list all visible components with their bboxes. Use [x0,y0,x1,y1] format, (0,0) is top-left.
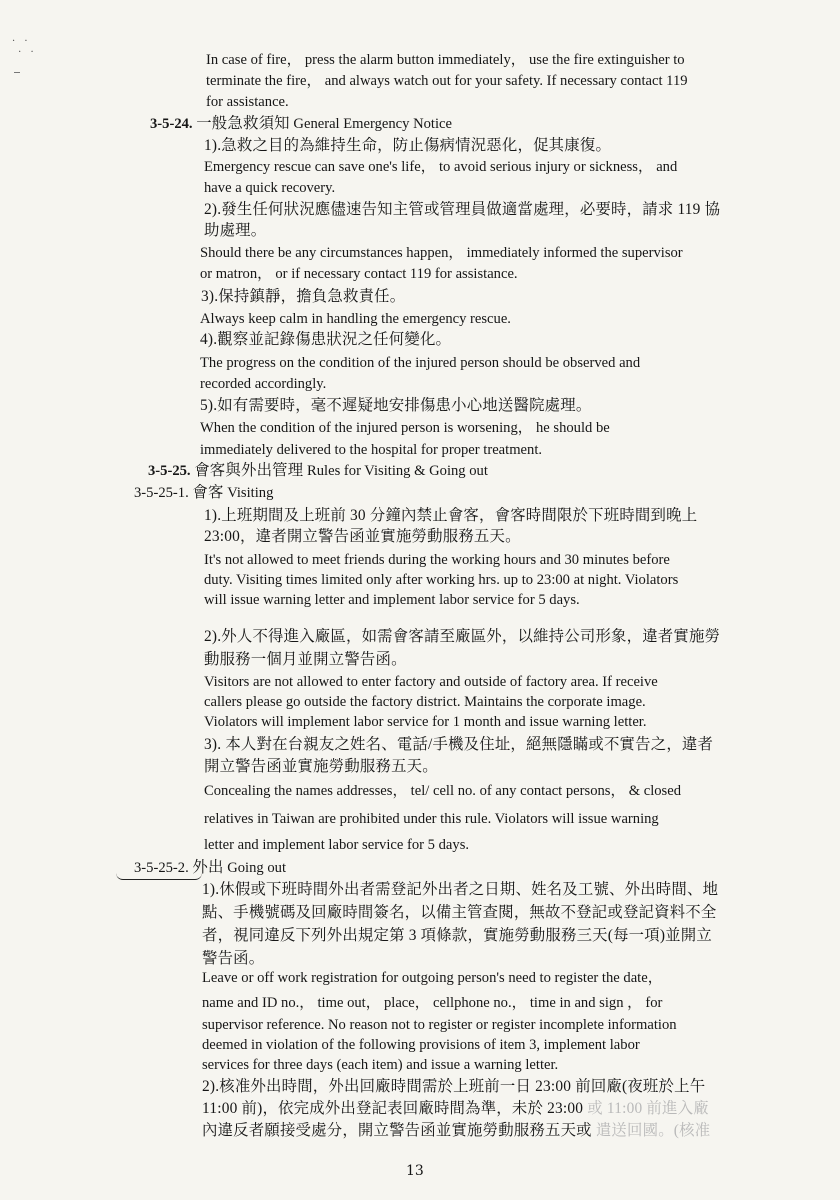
item-en: immediately delivered to the hospital for proper treatment. [200,442,543,458]
item-en: have a quick recovery. [204,180,336,196]
section-heading-3-5-25-2 [134,858,286,878]
text-run: 內違反者願接受處分，開立警告函並實施勞動服務五天或 [202,1122,592,1139]
item-en: name and ID no.， time out， place， cellphone no.， time in and sign ， for [202,995,663,1011]
scan-mark [14,72,20,73]
item-en: will issue warning letter and implement labor service for 5 days. [204,592,580,608]
item-en: Always keep calm in handling the emergency rescue. [200,311,511,327]
item-zh: 點、手機號碼及回廠時間簽名，以備主管查閱，無故不登記或登記資料不全 [202,904,717,921]
item-en: relatives in Taiwan are prohibited under this rule. Violators will issue warning [204,811,659,827]
section-title-zh: 外出 [192,859,224,876]
text-run-faded: 遣送回國。(核准 [595,1122,711,1139]
item-en: Concealing the names addresses， tel/ cell no. of any contact persons， & closed [204,783,681,799]
item-zh [202,1121,710,1141]
item-zh: 者，視同違反下列外出規定第 3 項條款，實施勞動服務三天(每一項)並開立 [202,927,712,944]
fire-line-3: for assistance. [206,94,289,110]
item-zh: 開立警告函並實施勞動服務五天。 [204,758,438,775]
scan-speckle: · · · · [12,36,37,58]
text-run-faded: 或 11:00 前進入廠 [587,1100,709,1117]
section-title-en: Rules for Visiting & Going out [307,463,488,479]
item-zh: 3).保持鎮靜，擔負急救責任。 [201,288,406,305]
item-en: or matron， or if necessary contact 119 for assistance. [200,266,518,282]
section-number: 3-5-24. [150,116,193,132]
fire-line-2: terminate the fire， and always watch out for your safety. If necessary contact 119 [206,73,688,89]
item-zh: 5).如有需要時，毫不遲疑地安排傷患小心地送醫院處理。 [200,397,592,414]
section-number: 3-5-25-2. [134,860,189,876]
fire-line-1: In case of fire， press the alarm button immediately， use the fire extinguisher to [206,52,685,68]
item-zh: 3). 本人對在台親友之姓名、電話/手機及住址，絕無隱瞞或不實告之，違者 [204,736,714,753]
item-zh: 1).上班期間及上班前 30 分鐘內禁止會客，會客時間限於下班時間到晚上 [204,507,698,524]
section-title-zh: 會客與外出管理 [194,462,304,479]
page-number: 13 [406,1163,424,1179]
section-number: 3-5-25. [148,463,191,479]
item-zh: 1).休假或下班時間外出者需登記外出者之日期、姓名及工號、外出時間、地 [202,881,719,898]
item-en: Visitors are not allowed to enter factory and outside of factory area. If receive [204,674,658,690]
section-heading-3-5-25 [148,461,488,481]
item-zh [202,1099,709,1119]
item-en: It's not allowed to meet friends during the working hours and 30 minutes before [204,552,670,568]
text-run: 11:00 前)，依完成外出登記表回廠時間為準，未於 23:00 [202,1100,584,1117]
section-number: 3-5-25-1. [134,485,189,501]
item-en: Should there be any circumstances happen， immediately informed the supervisor [200,245,683,261]
item-zh: 1).急救之目的為維持生命，防止傷病情況惡化，促其康復。 [204,137,612,154]
section-title-en: Visiting [227,485,274,501]
section-title-zh: 會客 [192,484,224,501]
section-title-en: General Emergency Notice [293,116,452,132]
section-heading-3-5-25-1 [134,483,273,503]
item-zh: 23:00，違者開立警告函並實施勞動服務五天。 [204,528,521,545]
item-en: deemed in violation of the following provisions of item 3, implement labor [202,1037,640,1053]
section-heading-3-5-24 [150,114,452,134]
item-en: The progress on the condition of the injured person should be observed and [200,355,641,371]
item-en: supervisor reference. No reason not to register or register incomplete information [202,1017,677,1033]
item-en: callers please go outside the factory district. Maintains the corporate image. [204,694,646,710]
item-en: Emergency rescue can save one's life， to avoid serious injury or sickness， and [204,159,678,175]
item-zh: 4).觀察並記錄傷患狀況之任何變化。 [200,331,452,348]
item-en: letter and implement labor service for 5 days. [204,837,470,853]
item-en: services for three days (each item) and issue a warning letter. [202,1057,559,1073]
item-en: Violators will implement labor service for 1 month and issue warning letter. [204,714,647,730]
item-zh: 警告函。 [202,950,265,967]
item-zh: 動服務一個月並開立警告函。 [204,651,407,668]
item-zh: 2).外人不得進入廠區，如需會客請至廠區外，以維持公司形象，違者實施勞 [204,628,721,645]
item-zh: 2).發生任何狀況應儘速告知主管或管理員做適當處理，必要時，請求 119 協 [204,201,721,218]
item-en: When the condition of the injured person is worsening， he should be [200,420,610,436]
section-title-en: Going out [227,860,286,876]
section-title-zh: 一般急救須知 [196,115,290,132]
item-zh: 2).核准外出時間，外出回廠時間需於上班前一日 23:00 前回廠(夜班於上午 [202,1078,706,1095]
item-en: duty. Visiting times limited only after working hrs. up to 23:00 at night. Violators [204,572,679,588]
item-zh: 助處理。 [204,222,267,239]
item-en: Leave or off work registration for outgoing person's need to register the date， [202,970,663,986]
item-en: recorded accordingly. [200,376,327,392]
